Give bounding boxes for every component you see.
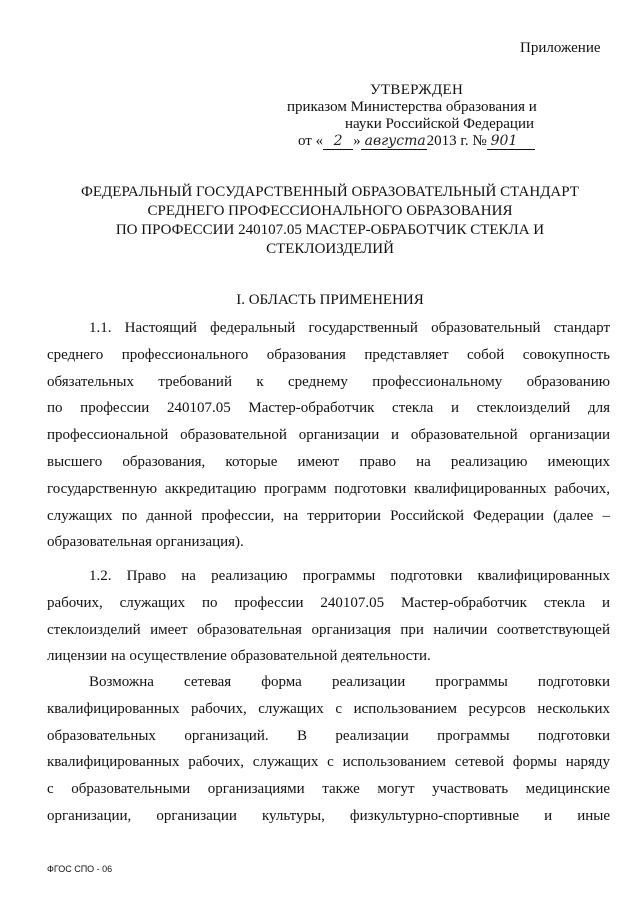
paragraph-network-form: [47, 669, 610, 830]
text-line: 1.2. Право на реализацию программы подготовки квалифицированных: [89, 568, 610, 584]
date-year: 2013 г. №: [426, 133, 487, 149]
appendix-label: Приложение: [520, 40, 601, 56]
date-month-handwritten: августа: [361, 133, 427, 150]
date-day-handwritten: 2: [323, 133, 353, 150]
text-line: Возможна сетевая форма реализации программы подготовки: [89, 674, 610, 690]
text-line: образовательных организаций. В реализации программы подготовки: [47, 727, 610, 744]
text-line: квалифицированных рабочих, служащих с использованием сетевой формы наряду: [47, 754, 610, 771]
title-line: ФЕДЕРАЛЬНЫЙ ГОСУДАРСТВЕННЫЙ ОБРАЗОВАТЕЛЬНЫЙ СТАНДАРТ: [81, 184, 579, 200]
title-line: СРЕДНЕГО ПРОФЕССИОНАЛЬНОГО ОБРАЗОВАНИЯ: [147, 203, 513, 219]
date-mid: »: [353, 133, 361, 149]
order-line-2: науки Российской Федерации: [345, 116, 535, 132]
text-line: образовательная организация).: [47, 534, 244, 551]
text-line: высшего образования, которые имеют право на реализацию имеющих: [47, 453, 610, 470]
paragraph-1-2: [47, 563, 610, 670]
paragraph-1-1: [47, 315, 610, 556]
text-line: 1.1. Настоящий федеральный государственный образовательный стандарт: [89, 320, 610, 336]
text-line: среднего профессионального образования представляет собой совокупность: [47, 346, 610, 363]
approved-label: УТВЕРЖДЕН: [370, 82, 464, 98]
text-line: государственную аккредитацию программ подготовки квалифицированных рабочих,: [47, 480, 610, 497]
text-line: по профессии 240107.05 Мастер-обработчик стекла и стеклоизделий для: [47, 400, 610, 417]
text-line: обязательных требований к среднему профессиональному образованию: [47, 373, 610, 390]
text-line: организации, организации культуры, физкультурно-спортивные и иные: [47, 807, 610, 824]
title-line: ПО ПРОФЕССИИ 240107.05 МАСТЕР-ОБРАБОТЧИК СТЕКЛА И: [115, 222, 545, 238]
order-number-handwritten: 901: [487, 133, 535, 150]
text-line: профессиональной образовательной организации и образовательной организации: [47, 427, 610, 444]
footer-code: ФГОС СПО - 06: [47, 864, 113, 874]
text-line: рабочих, служащих по профессии 240107.05 Мастер-обработчик стекла и: [47, 594, 610, 611]
order-date-line: [298, 133, 535, 150]
document-title: [40, 183, 620, 259]
text-line: стеклоизделий имеет образовательная организация при наличии соответствующей: [47, 621, 610, 638]
text-line: квалифицированных рабочих, служащих с использованием ресурсов нескольких: [47, 700, 610, 717]
text-line: с образовательными организациями также могут участвовать медицинские: [47, 781, 610, 798]
order-line-1: приказом Министерства образования и: [287, 99, 537, 115]
section-heading: I. ОБЛАСТЬ ПРИМЕНЕНИЯ: [236, 292, 424, 308]
text-line: служащих по данной профессии, на территории Российской Федерации (далее –: [47, 507, 610, 524]
text-line: лицензии на осуществление образовательной деятельности.: [47, 648, 431, 665]
date-prefix: от «: [298, 133, 324, 149]
title-line: СТЕКЛОИЗДЕЛИЙ: [266, 241, 394, 257]
